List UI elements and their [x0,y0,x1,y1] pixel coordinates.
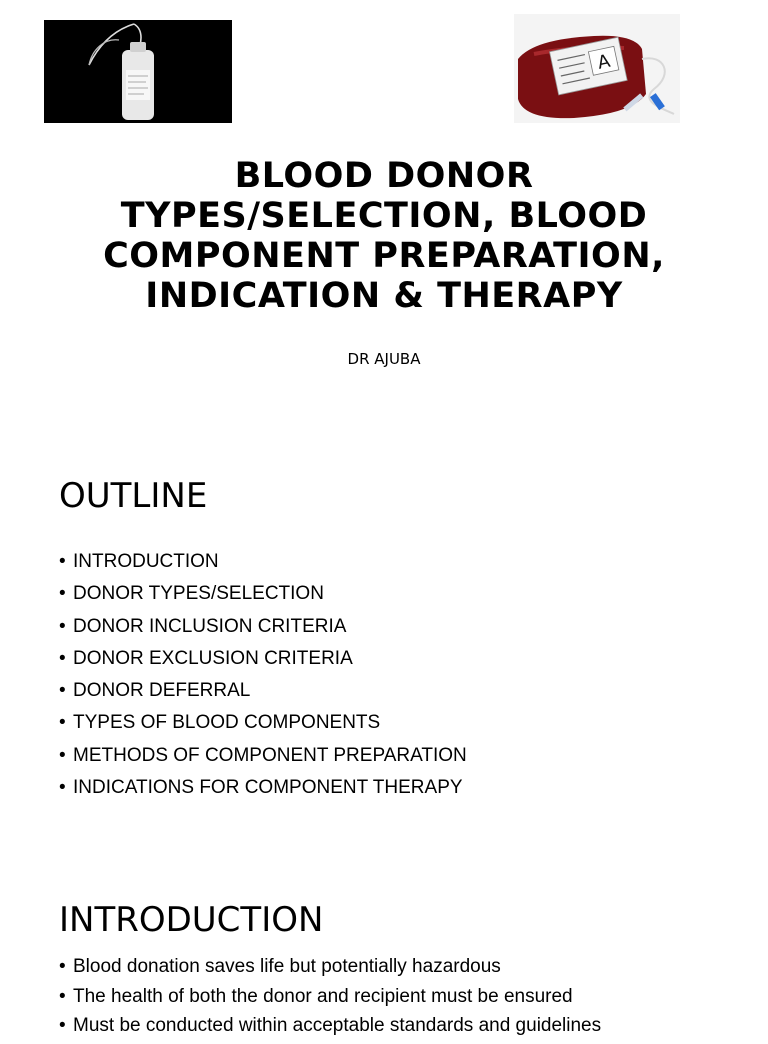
list-item: • Must be conducted within acceptable standards and guidelines [59,1014,601,1044]
outline-list [59,549,467,807]
list-item: • DONOR DEFERRAL [59,678,467,710]
introduction-heading: INTRODUCTION [59,900,324,940]
list-item: • Blood donation saves life but potentially hazardous [59,955,601,985]
slide-title: BLOOD DONOR TYPES/SELECTION, BLOOD COMPONENT PREPARATION, INDICATION & THERAPY [103,156,665,316]
list-item: • TYPES OF BLOOD COMPONENTS [59,710,467,742]
list-item: • METHODS OF COMPONENT PREPARATION [59,743,467,775]
list-item: • DONOR TYPES/SELECTION [59,581,467,613]
list-item: • INDICATIONS FOR COMPONENT THERAPY [59,775,467,807]
outline-slide [0,440,768,860]
author-name: DR AJUBA [347,350,421,368]
list-item: • The health of both the donor and recipient must be ensured [59,985,601,1015]
list-item: • DONOR INCLUSION CRITERIA [59,614,467,646]
iv-bag-icon [44,20,232,123]
list-item: • INTRODUCTION [59,549,467,581]
title-slide [0,0,768,430]
blood-group-label: A [595,50,613,74]
outline-heading: OUTLINE [59,476,208,516]
list-item: • DONOR EXCLUSION CRITERIA [59,646,467,678]
iv-bag-image [44,20,232,123]
introduction-slide [0,870,768,1036]
introduction-list [59,955,601,1044]
blood-bag-icon [514,14,680,123]
blood-bag-image [514,14,680,123]
